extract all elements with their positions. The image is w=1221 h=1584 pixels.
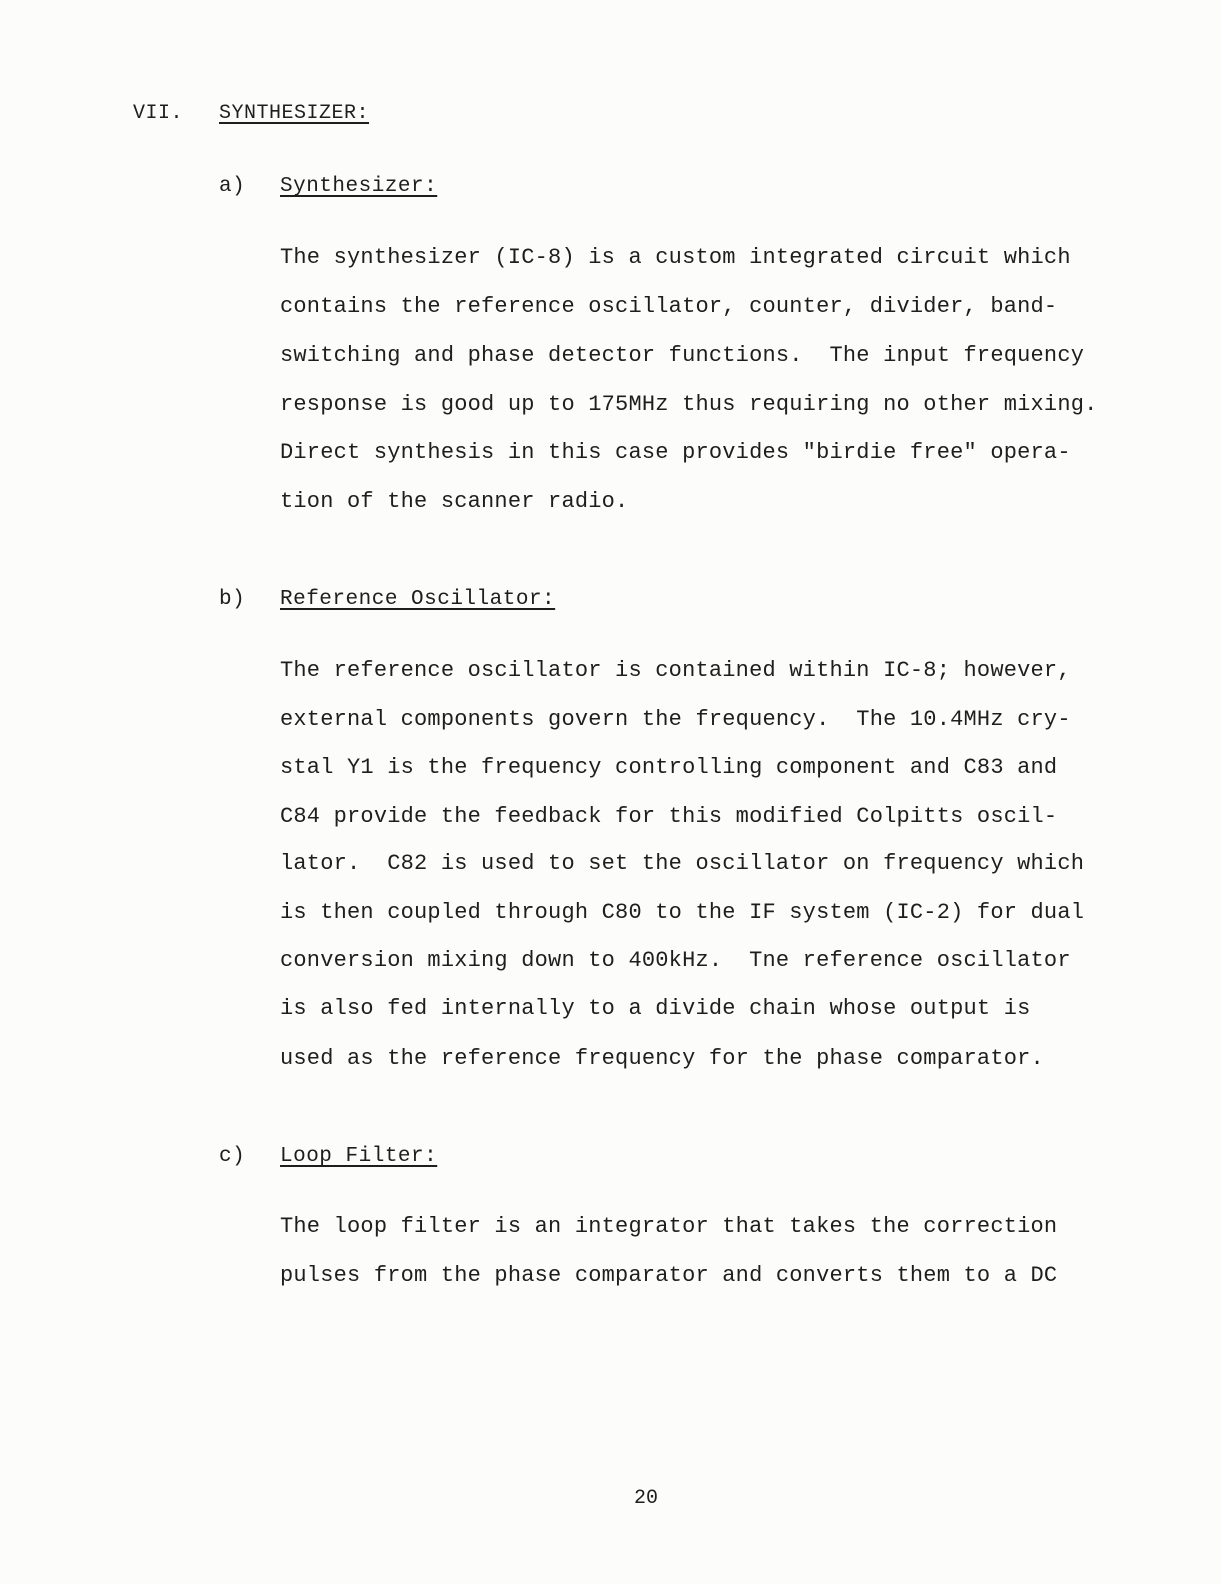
paragraph-a-line: response is good up to 175MHz thus requiring no other mixing. [280, 392, 1098, 417]
paragraph-b-line: external components govern the frequency. The 10.4MHz cry- [280, 707, 1071, 732]
subsection-a-heading: Synthesizer: [280, 175, 438, 198]
paragraph-b-line: conversion mixing down to 400kHz. Tne reference oscillator [280, 948, 1071, 973]
paragraph-b-line: The reference oscillator is contained within IC-8; however, [280, 658, 1071, 683]
subsection-c-heading: Loop Filter: [280, 1145, 438, 1168]
paragraph-b-line: stal Y1 is the frequency controlling component and C83 and [280, 755, 1058, 780]
paragraph-b-line: used as the reference frequency for the phase comparator. [280, 1046, 1044, 1071]
paragraph-a-line: tion of the scanner radio. [280, 489, 629, 514]
paragraph-b-line: lator. C82 is used to set the oscillator on frequency which [280, 851, 1085, 876]
page-number: 20 [634, 1487, 659, 1510]
paragraph-c-line: The loop filter is an integrator that takes the correction [280, 1214, 1058, 1239]
paragraph-b-line: C84 provide the feedback for this modified Colpitts oscil- [280, 804, 1058, 829]
subsection-b-letter: b) [219, 588, 246, 611]
paragraph-a-line: contains the reference oscillator, counter, divider, band- [280, 294, 1058, 319]
paragraph-a-line: The synthesizer (IC-8) is a custom integrated circuit which [280, 245, 1071, 270]
paragraph-b-line: is also fed internally to a divide chain whose output is [280, 996, 1031, 1021]
paragraph-a-line: Direct synthesis in this case provides "birdie free" opera- [280, 440, 1071, 465]
section-number: VII. [133, 102, 184, 125]
subsection-b-heading: Reference Oscillator: [280, 588, 556, 611]
paragraph-c-line: pulses from the phase comparator and converts them to a DC [280, 1263, 1058, 1288]
subsection-c-letter: c) [219, 1145, 246, 1168]
subsection-a-letter: a) [219, 175, 246, 198]
section-title: SYNTHESIZER: [219, 102, 370, 125]
paragraph-a-line: switching and phase detector functions. The input frequency [280, 343, 1085, 368]
paragraph-b-line: is then coupled through C80 to the IF system (IC-2) for dual [280, 900, 1085, 925]
